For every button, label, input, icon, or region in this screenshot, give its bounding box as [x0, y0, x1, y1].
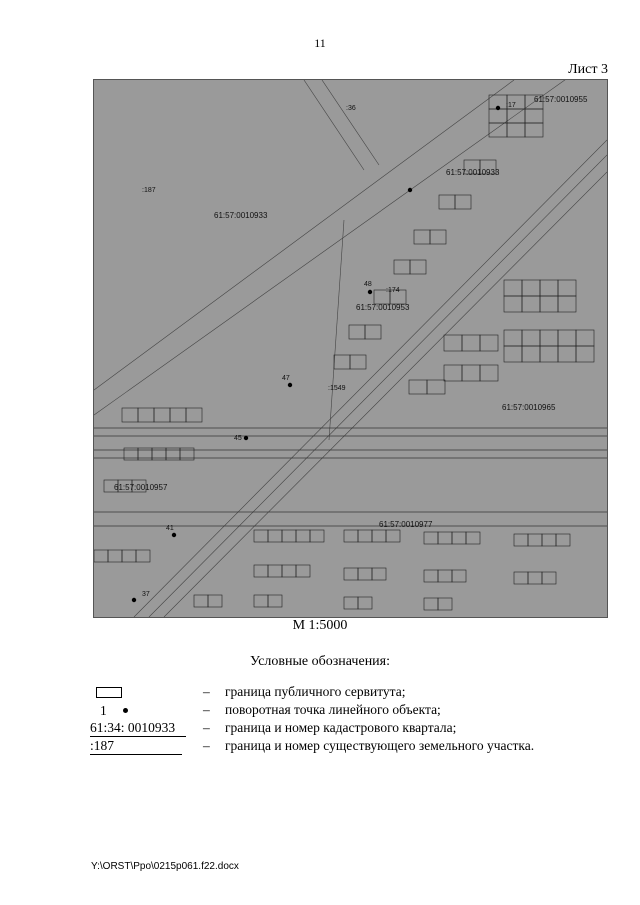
quarter-label: 61:57:0010977 — [379, 520, 433, 529]
legend-item-turning-point: 1 – поворотная точка линейного объекта; — [90, 702, 610, 720]
map-scale: М 1:5000 — [292, 618, 348, 633]
quarter-label: 61:57:0010953 — [356, 303, 410, 312]
legend-text: поворотная точка линейного объекта; — [225, 702, 441, 717]
turning-point-symbol: 1 — [90, 702, 195, 720]
sheet-label: Лист 3 — [568, 62, 608, 77]
legend-item-quarter: 61:34: 0010933 – граница и номер кадастрового квартала; — [90, 720, 610, 738]
quarter-label: 61:57:0010933 — [214, 211, 268, 220]
parcel-label: :36 — [346, 105, 356, 112]
quarter-label: 61:57:0010933 — [446, 168, 500, 177]
parcel-label: :17 — [506, 102, 516, 109]
legend-item-parcel: :187 – граница и номер существующего земельного участка. — [90, 738, 610, 756]
quarter-label: 61:57:0010965 — [502, 403, 556, 412]
turning-point — [408, 188, 412, 192]
map-drawing — [94, 80, 607, 617]
point-label: 41 — [166, 525, 174, 532]
legend-item-servitude: – граница публичного сервитута; — [90, 684, 610, 702]
point-label: 45 — [234, 435, 242, 442]
point-dot-icon — [123, 708, 128, 713]
legend-text: граница публичного сервитута; — [225, 684, 406, 699]
parcel-label: :174 — [386, 287, 400, 294]
turning-point — [288, 383, 292, 387]
cadastral-quarter-symbol: 61:34: 0010933 — [90, 720, 195, 738]
point-label: 48 — [364, 281, 372, 288]
point-label: 47 — [282, 375, 290, 382]
parcel-label: :187 — [142, 187, 156, 194]
turning-point — [368, 290, 372, 294]
quarter-label: 61:57:0010957 — [114, 483, 168, 492]
cadastral-map — [93, 79, 608, 618]
point-label: 37 — [142, 591, 150, 598]
page-number: 11 — [314, 36, 326, 50]
parcel-label: :1549 — [328, 385, 346, 392]
legend-title: Условные обозначения: — [249, 654, 391, 669]
land-parcel-symbol: :187 — [90, 738, 195, 756]
turning-point — [132, 598, 136, 602]
legend-text: граница и номер существующего земельного участка. — [225, 738, 535, 753]
turning-point — [244, 436, 248, 440]
servitude-boundary-symbol — [90, 684, 195, 702]
turning-point — [172, 533, 176, 537]
legend — [90, 684, 610, 756]
turning-point — [496, 106, 500, 110]
file-path-footer: Y:\ORST\Ppo\0215p061.f22.docx — [91, 861, 239, 872]
quarter-label: 61:57:0010955 — [534, 95, 588, 104]
legend-text: граница и номер кадастрового квартала; — [225, 720, 457, 735]
